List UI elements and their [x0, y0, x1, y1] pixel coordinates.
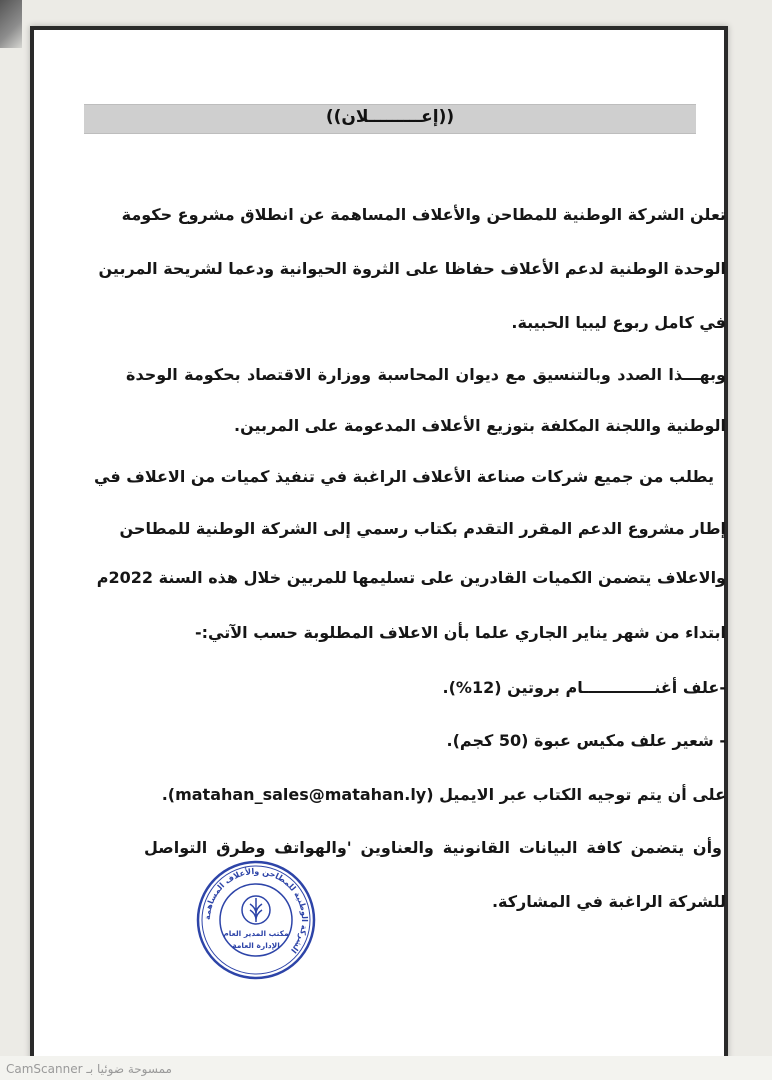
paragraph-line-3: في كامل ربوع ليبيا الحبيبة.: [511, 313, 726, 332]
stamp-center-line-1: مكتب المدير العام: [223, 929, 289, 938]
company-stamp: [194, 858, 318, 982]
paragraph-line-6: يطلب من جميع شركات صناعة الأعلاف الراغبة في تنفيذ كميات من الاعلاف في: [94, 467, 714, 486]
paragraph-line-9: ابتداء من شهر يناير الجاري علما بأن الاعلاف المطلوبة حسب الآتي:-: [195, 623, 726, 642]
paragraph-line-4: وبهـــذا الصدد وبالتنسيق مع ديوان المحاسبة ووزارة الاقتصاد بحكومة الوحدة: [126, 365, 726, 384]
paragraph-line-14: للشركة الراغبة في المشاركة.: [491, 892, 726, 911]
paragraph-line-5: الوطنية واللجنة المكلفة بتوزيع الأعلاف المدعومة على المربين.: [233, 416, 726, 435]
paragraph-line-8: والاعلاف يتضمن الكميات القادرين على تسليمها للمربين خلال هذه السنة 2022م: [96, 568, 726, 587]
scan-corner-shadow: [0, 0, 22, 48]
paragraph-line-1: تعلن الشركة الوطنية للمطاحن والأعلاف المساهمة عن انطلاق مشروع حكومة: [121, 205, 726, 224]
stamp-center-line-2: الإدارة العامة: [232, 941, 280, 950]
list-item-sheep-feed: -علف أغنـــــــــــــام بروتين (12%).: [442, 678, 726, 697]
email-instruction-line: على أن يتم توجيه الكتاب عبر الايميل (matahan_sales@matahan.ly).: [161, 785, 726, 804]
announcement-title-bar: [84, 104, 696, 134]
scanner-watermark: CamScanner ممسوحة ضوئيا بـ: [6, 1062, 172, 1076]
scanner-footer: [0, 1056, 772, 1080]
list-item-barley: - شعير علف مكيس عبوة (50 كجم).: [446, 731, 726, 750]
announcement-title: ((إعـــــــــلان)): [325, 107, 455, 127]
paragraph-line-7: إطار مشروع الدعم المقرر التقدم بكتاب رسمي إلى الشركة الوطنية للمطاحن: [119, 519, 726, 538]
paragraph-line-2: الوحدة الوطنية لدعم الأعلاف حفاظا على الثروة الحيوانية ودعما لشريحة المربين: [98, 259, 726, 278]
stamp-wheat-emblem-icon: [242, 896, 270, 924]
stamp-ring-text: الشركة الوطنية للمطاحن والأعلاف المساهمة: [202, 866, 310, 955]
paragraph-line-13: وأن يتضمن كافة البيانات القانونية والعناوين 'والهواتف وطرق التواصل: [144, 838, 722, 857]
